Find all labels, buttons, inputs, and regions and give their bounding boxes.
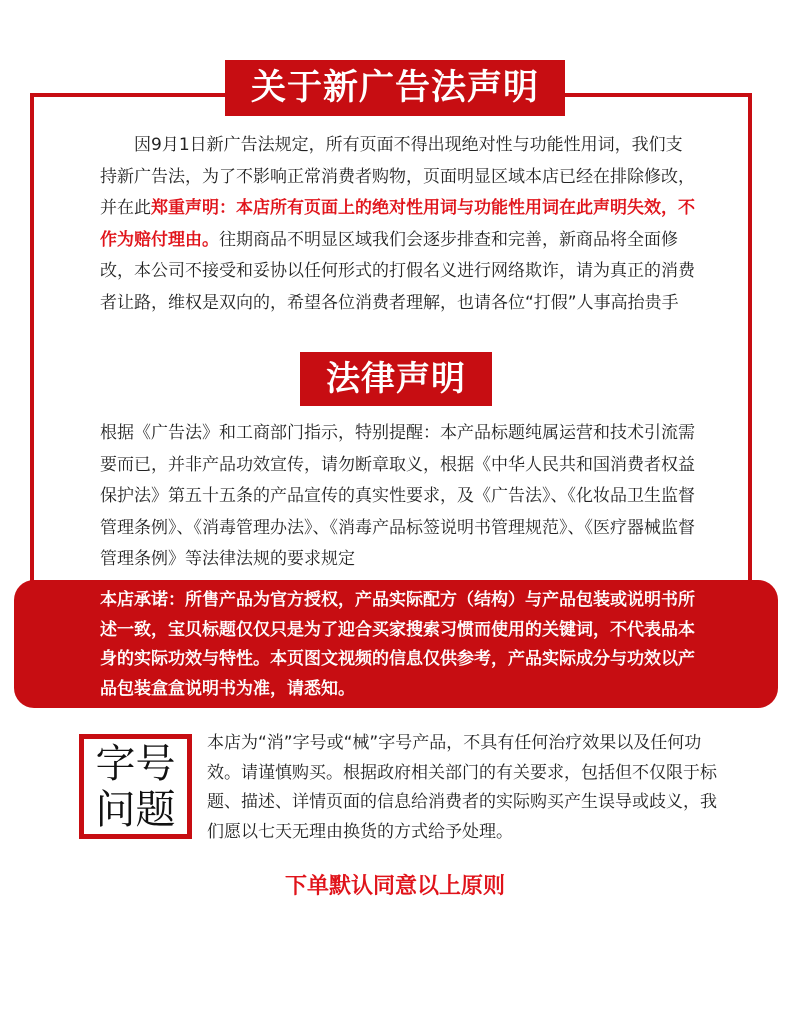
ad-law-text-intro: 因9月1日新广告法规定，所有页面不得出现绝对性与功能性用词，我们支持新广告法，为了不影响正常消费者购物，页面明显区域本店已经在排除修改，并在此 — [100, 135, 695, 218]
ad-law-text-rest: 往期商品不明显区域我们会逐步排查和完善，新商品将全面修改，本公司不接受和妥协以任何形式的打假名义进行网络欺诈，请为真正的消费者让路，维权是双向的，希望各位消费者理解，也请各位“打假”人事高抬贵手 — [100, 229, 695, 313]
ad-law-text-highlight: 郑重声明：本店所有页面上的绝对性用词与功能性用词在此声明失效，不作为赔付理由。 — [100, 198, 695, 250]
default-agreement-text: 下单默认同意以上原则 — [284, 874, 505, 899]
zihao-label-line1: 字号 — [95, 741, 176, 787]
legal-statement-title: 法律声明 — [300, 352, 492, 406]
store-promise-text: 本店承诺：所售产品为官方授权，产品实际配方（结构）与产品包装或说明书所述一致，宝贝标题仅仅只是为了迎合买家搜索习惯而使用的关键词，不代表品本身的实际功效与特性。本页图文视频的信息仅供参考，产品实际成分与功效以产品包装盒盒说明书为准，请悉知。 — [100, 590, 695, 699]
zihao-label-line2: 问题 — [95, 787, 176, 833]
zihao-label-box — [79, 734, 192, 839]
store-promise-banner — [14, 580, 778, 708]
ad-law-statement-text — [100, 130, 696, 319]
legal-statement-text: 根据《广告法》和工商部门指示，特别提醒：本产品标题纯属运营和技术引流需要而已，并非产品功效宣传，请勿断章取义，根据《中华人民共和国消费者权益保护法》第五十五条的产品宣传的真实性要求，及《广告法》、《化妆品卫生监督管理条例》、《消毒管理办法》、《消毒产品标签说明书管理规范》、《医疗器械监督管理条例》等法律法规的要求规定 — [100, 423, 695, 569]
zihao-text: 本店为“消”字号或“械”字号产品，不具有任何治疗效果以及任何功效。请谨慎购买。根据政府相关部门的有关要求，包括但不仅限于标题、描述、详情页面的信息给消费者的实际购买产生误导或歧义，我们愿以七天无理由换货的方式给予处理。 — [207, 733, 717, 842]
ad-law-statement-title: 关于新广告法声明 — [225, 60, 565, 116]
